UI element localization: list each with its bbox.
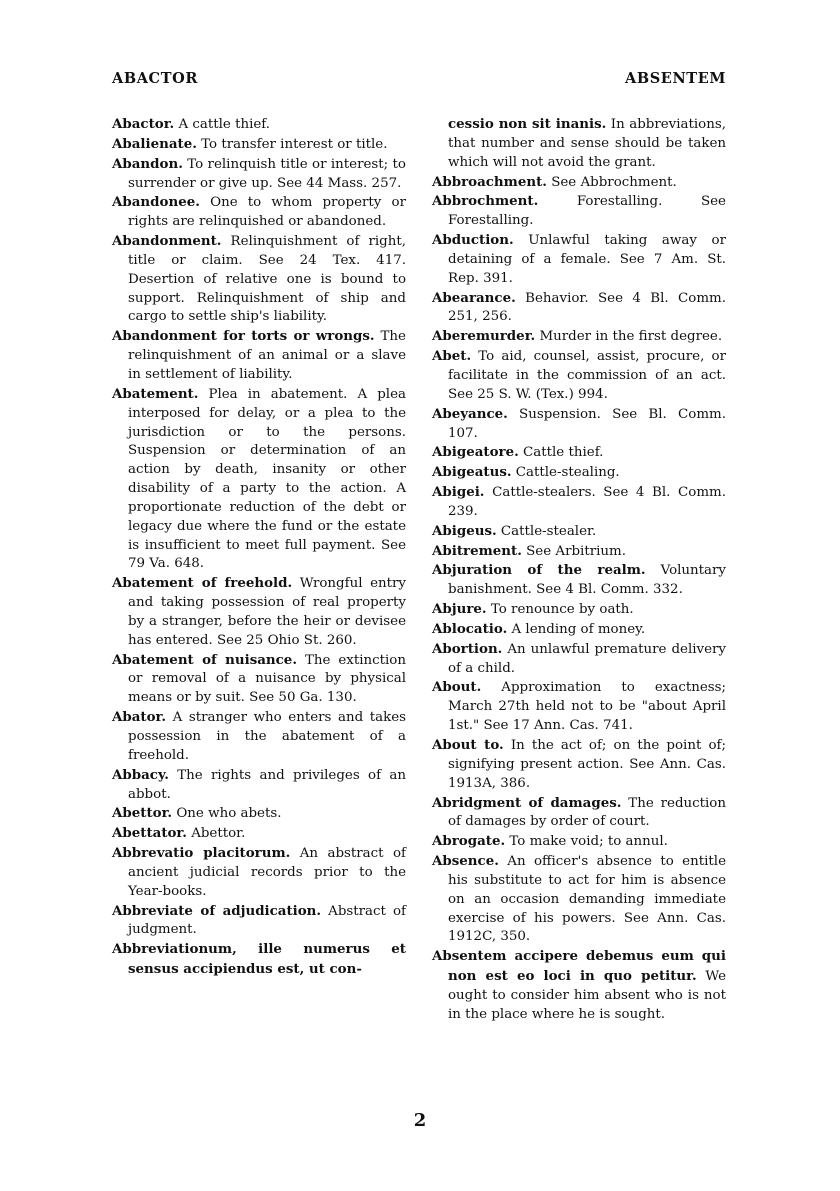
entry-term: Abettor.	[112, 805, 173, 822]
entry-term: cessio non sit inanis.	[448, 116, 607, 132]
entry-definition: Cattle-stealing.	[511, 465, 620, 481]
dictionary-entry	[112, 940, 406, 980]
entry-term: Abbrevatio placitorum.	[112, 845, 291, 862]
entry-definition: Voluntary banishment. See 4 Bl. Comm. 332.	[448, 563, 726, 598]
entry-definition: An officer's absence to entitle his substitute to act for him is absence on an occasion demanding immediate exercise of his powers. See Ann. Cas. 1912C, 350.	[448, 854, 726, 945]
dictionary-entry	[432, 327, 726, 347]
dictionary-entry	[432, 522, 726, 542]
entry-term: Abigeatus.	[432, 464, 512, 481]
entry-term: Abjuration of the realm.	[432, 562, 646, 579]
entry-term: Abbrochment.	[432, 193, 539, 210]
entry-term: Abigeatore.	[432, 444, 519, 461]
entry-term: About.	[432, 679, 482, 696]
entry-definition: To aid, counsel, assist, procure, or facilitate in the commission of an act. See 25 S. W. (Tex.) 994.	[448, 349, 726, 402]
entry-term: Abet.	[432, 348, 472, 365]
dictionary-entry	[112, 844, 406, 902]
dictionary-entry	[432, 794, 726, 833]
entry-term: Abalienate.	[112, 135, 197, 152]
entry-definition: Abettor.	[186, 826, 246, 842]
dictionary-entry	[432, 405, 726, 444]
entry-term: Abandonment for torts or wrongs.	[112, 328, 375, 345]
entry-definition: Cattle-stealer.	[496, 523, 597, 539]
dictionary-entry	[112, 135, 406, 155]
dictionary-entry	[112, 193, 406, 232]
dictionary-entry	[432, 600, 726, 620]
dictionary-entry	[432, 561, 726, 600]
entry-definition: An unlawful premature delivery of a child.	[448, 641, 726, 676]
entry-definition: An abstract of ancient judicial records prior to the Year-books.	[128, 846, 406, 899]
entry-term: Abearance.	[432, 289, 516, 306]
entry-term: Abbacy.	[112, 766, 169, 783]
entry-definition: A cattle thief.	[174, 117, 271, 132]
entry-definition: See Abbrochment.	[546, 174, 677, 190]
entry-term: Abortion.	[432, 640, 503, 657]
right-column	[432, 115, 726, 1025]
entry-definition: Approximation to exactness; March 27th held not to be "about April 1st." See 17 Ann. Cas. 741.	[448, 680, 726, 734]
entry-term: Abatement of nuisance.	[112, 651, 297, 668]
dictionary-entry	[432, 443, 726, 463]
entry-definition: Forestalling. See Forestalling.	[448, 194, 726, 229]
entry-term: Abeyance.	[432, 405, 508, 422]
dictionary-entry	[432, 640, 726, 679]
entry-term: Abandon.	[112, 155, 183, 172]
entry-definition: The rights and privileges of an abbot.	[128, 767, 406, 802]
dictionary-entry	[432, 678, 726, 736]
entry-term: Abitrement.	[432, 542, 522, 559]
entry-definition: A lending of money.	[507, 621, 646, 637]
entry-term: Abjure.	[432, 601, 487, 618]
entry-term: Abatement.	[112, 385, 199, 402]
entry-definition: Suspension. See Bl. Comm. 107.	[448, 406, 726, 441]
entry-definition: Unlawful taking away or detaining of a female. See 7 Am. St. Rep. 391.	[448, 233, 726, 286]
dictionary-entry	[112, 766, 406, 805]
dictionary-entry	[432, 852, 726, 947]
dictionary-entry	[112, 902, 406, 941]
dictionary-entry	[432, 347, 726, 405]
entry-definition: Relinquishment of right, title or claim. See 24 Tex. 417. Desertion of relative one is bound to support. Relinquishment of ship and cargo to settle ship's liability.	[128, 234, 406, 325]
entry-term: Abettator.	[112, 825, 187, 842]
dictionary-entry	[432, 231, 726, 289]
entry-term: Ablocatio.	[432, 620, 508, 637]
dictionary-entry	[112, 824, 406, 844]
entry-definition: To relinquish title or interest; to surrender or give up. See 44 Mass. 257.	[128, 156, 406, 191]
dictionary-entry	[112, 574, 406, 650]
entry-definition: Plea in abatement. A plea interposed for delay, or a plea to the jurisdiction or to the persons. Suspension or determination of an action by death, insanity or other disability of a party to the action. A proportionate reduction of the debt or legacy due where the fund or the estate is insufficient to meet full payment. See 79 Va. 648.	[128, 386, 406, 572]
dictionary-entry	[112, 708, 406, 766]
dictionary-entry	[112, 155, 406, 194]
dictionary-entry	[112, 385, 406, 574]
entry-term: Abactor.	[112, 116, 175, 132]
dictionary-entry	[432, 192, 726, 231]
entry-definition: The extinction or removal of a nuisance by physical means or by suit. See 50 Ga. 130.	[128, 652, 406, 706]
entry-definition: In the act of; on the point of; signifying present action. See Ann. Cas. 1913A, 386.	[448, 738, 727, 791]
entry-term: Abigeus.	[432, 522, 497, 539]
entry-term: Abator.	[112, 709, 167, 726]
entry-term: Abbreviate of adjudication.	[112, 902, 322, 919]
entry-term: Abduction.	[432, 232, 514, 249]
header-first-entry: ABACTOR	[112, 70, 198, 87]
entry-definition: Wrongful entry and taking possession of real property by a stranger, before the heir or devisee has entered. See 25 Ohio St. 260.	[128, 576, 406, 648]
entry-term: Aberemurder.	[432, 328, 536, 345]
entry-definition: We ought to consider him absent who is not in the place where he is sought.	[448, 969, 726, 1022]
dictionary-entry	[112, 651, 406, 709]
entry-definition: See Arbitrium.	[521, 543, 626, 559]
dictionary-entry	[112, 327, 406, 385]
entry-term: Abridgment of damages.	[432, 794, 622, 811]
entry-term: About to.	[432, 737, 504, 753]
entry-definition: Abstract of judgment.	[128, 903, 406, 938]
entry-term: Abandonee.	[112, 194, 200, 211]
entry-definition: A stranger who enters and takes possession in the abatement of a freehold.	[128, 710, 406, 763]
header-last-entry: ABSENTEM	[625, 70, 726, 87]
entry-definition: Cattle thief.	[518, 445, 604, 461]
entry-definition: To renounce by oath.	[486, 602, 634, 618]
dictionary-entry	[432, 736, 726, 794]
entry-definition: Murder in the first degree.	[535, 329, 723, 345]
entry-definition: The relinquishment of an animal or a slave in settlement of liability.	[128, 329, 406, 382]
dictionary-entry	[432, 542, 726, 562]
dictionary-entry	[432, 463, 726, 483]
entry-term: Abatement of freehold.	[112, 575, 293, 592]
entry-term: Abigei.	[432, 484, 485, 501]
dictionary-entry	[432, 483, 726, 522]
entry-definition: One to whom property or rights are relinquished or abandoned.	[128, 195, 406, 230]
entry-term: Abbreviationum, ille numerus et sensus accipiendus est, ut con-	[112, 941, 406, 978]
entry-term: Absentem accipere debemus eum qui non est eo loci in quo petitur.	[432, 948, 726, 985]
dictionary-entry	[432, 173, 726, 193]
dictionary-entry	[432, 289, 726, 328]
running-header	[112, 70, 726, 90]
left-column	[112, 115, 406, 980]
entry-definition: To make void; to annul.	[505, 834, 668, 850]
dictionary-entry	[112, 115, 406, 135]
entry-definition: To transfer interest or title.	[196, 136, 388, 152]
entry-term: Abandonment.	[112, 233, 222, 250]
entry-term: Abbroachment.	[432, 173, 547, 190]
entry-term: Abrogate.	[432, 833, 506, 850]
entry-definition: The reduction of damages by order of court.	[448, 795, 726, 830]
dictionary-entry	[112, 232, 406, 327]
dictionary-entry	[112, 804, 406, 824]
entry-term: Absence.	[432, 853, 499, 870]
entry-definition: Cattle-stealers. See 4 Bl. Comm. 239.	[448, 485, 726, 519]
entry-definition: One who abets.	[172, 806, 282, 822]
entry-definition: In abbreviations, that number and sense should be taken which will not avoid the grant.	[448, 117, 726, 170]
dictionary-entry	[432, 620, 726, 640]
dictionary-entry	[432, 115, 726, 173]
dictionary-entry	[432, 947, 726, 1024]
page-number: 2	[413, 1110, 427, 1131]
dictionary-entry	[432, 832, 726, 852]
entry-definition: Behavior. See 4 Bl. Comm. 251, 256.	[448, 290, 726, 325]
